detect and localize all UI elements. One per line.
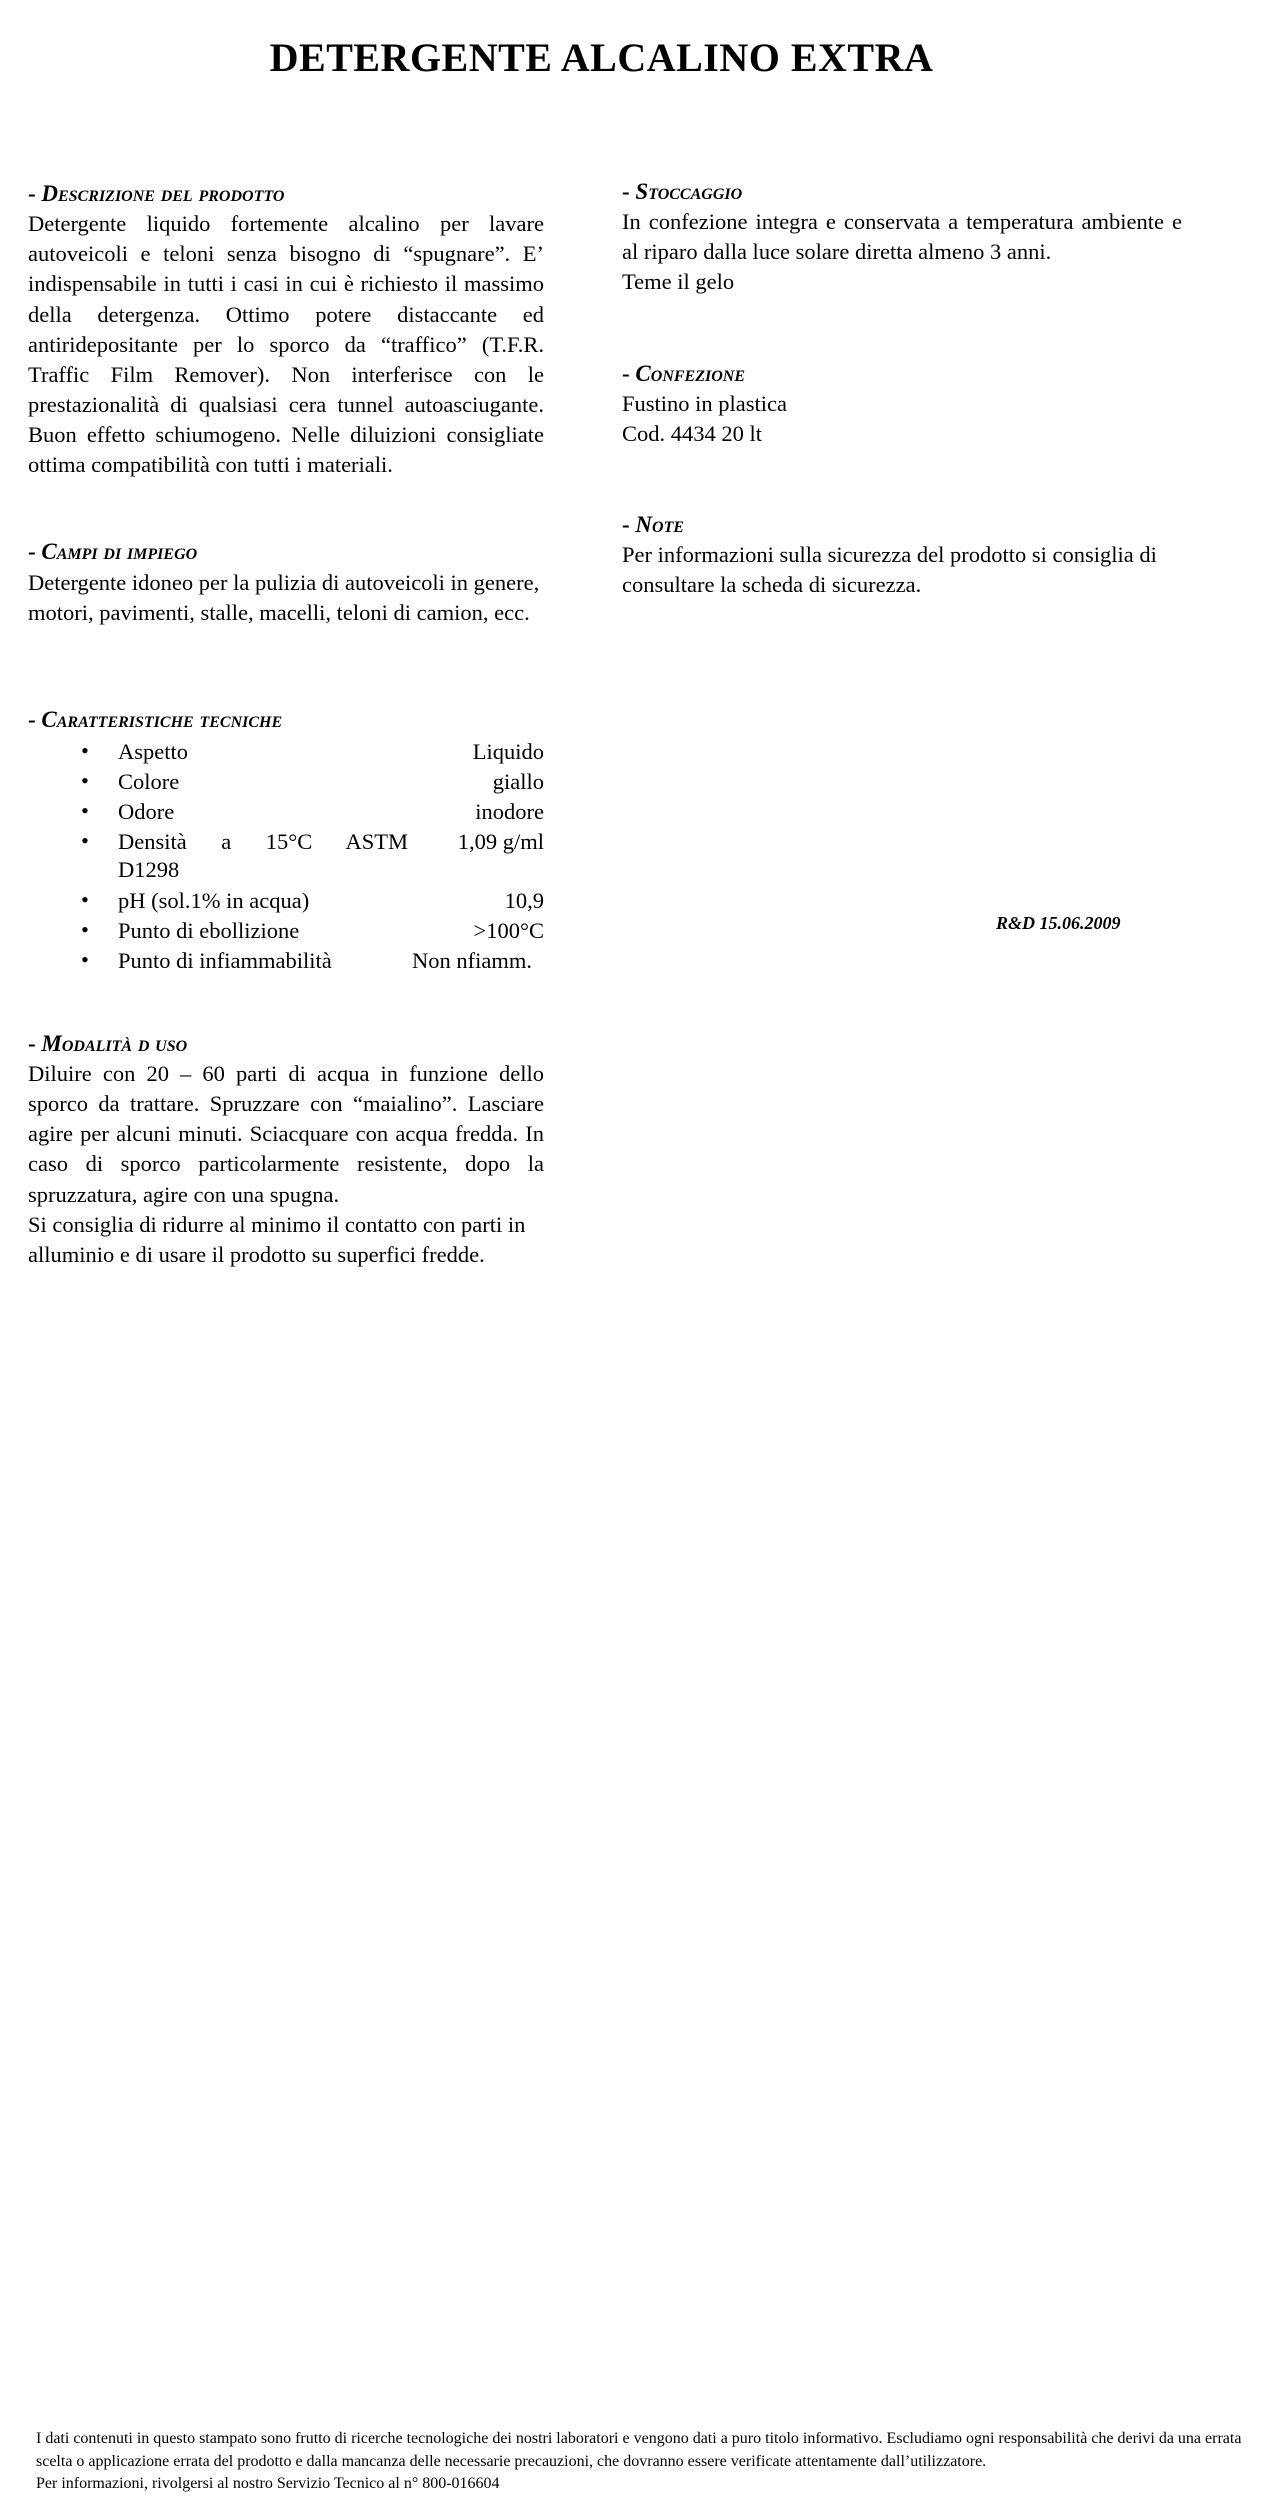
spacer-after-stoccaggio: [622, 298, 1182, 360]
section-heading-stoccaggio: [622, 178, 1182, 205]
spec-value: Non nfiamm.: [412, 947, 532, 973]
spacer-after-descrizione: [28, 480, 544, 538]
page-title: DETERGENTE ALCALINO EXTRA: [269, 35, 934, 80]
campi-impiego-body: Detergente idoneo per la pulizia di autoveicoli in genere, motori, pavimenti, stalle, macelli, teloni di camion, ecc.: [28, 569, 540, 625]
section-confezione: [622, 360, 1182, 449]
bullet-icon: •: [81, 828, 89, 854]
bullet-icon: •: [81, 946, 89, 972]
bullet-icon: •: [81, 798, 89, 824]
revision-stamp: R&D 15.06.2009: [996, 913, 1121, 933]
spec-row: [28, 827, 544, 885]
section-note: [622, 511, 1182, 600]
heading-dash: -: [28, 1030, 42, 1056]
spec-row: [28, 946, 544, 976]
spec-value: inodore: [475, 799, 544, 825]
spec-label-main: Densità a 15°C ASTM: [118, 829, 408, 855]
spec-label: Aspetto: [118, 738, 188, 764]
section-heading-note: [622, 511, 1182, 538]
bullet-icon: •: [81, 916, 89, 942]
heading-text: Confezione: [635, 360, 745, 386]
footer-line-2: scelta o applicazione errata del prodotto e dalla mancanza delle necessarie precauzioni, che dovranno essere verificate attentamente dall’utilizzatore.: [36, 2452, 987, 2470]
bullet-icon: •: [81, 768, 89, 794]
spec-label: Odore: [118, 799, 175, 825]
heading-text: Caratteristiche tecniche: [41, 706, 283, 732]
modalita-uso-paragraph-2: Si consiglia di ridurre al minimo il contatto con parti in alluminio e di usare il prodotto su superfici fredde.: [28, 1211, 526, 1267]
heading-dash: -: [622, 511, 636, 537]
spec-value: Liquido: [472, 738, 544, 764]
spec-label: [118, 828, 408, 884]
spec-row: [28, 886, 544, 916]
footer-disclaimer: [36, 2428, 1276, 2496]
spec-label: Punto di ebollizione: [118, 917, 300, 943]
footer-line-3: Per informazioni, rivolgersi al nostro Servizio Tecnico al n° 800-016604: [36, 2475, 500, 2493]
section-caratteristiche-tecniche: [28, 706, 544, 976]
spacer-after-caratteristiche: [28, 976, 544, 1030]
spec-row: [28, 797, 544, 827]
section-campi-di-impiego: [28, 538, 544, 627]
bullet-icon: •: [81, 737, 89, 763]
spec-value: >100°C: [473, 917, 544, 943]
spec-value: 10,9: [504, 887, 544, 913]
footer-line-1: I dati contenuti in questo stampato sono frutto di ricerche tecnologiche dei nostri laboratori e vengono dati a puro titolo informativo. Escludiamo ogni responsabilità che derivi da una errata: [36, 2430, 1242, 2447]
spec-label: pH (sol.1% in acqua): [118, 887, 310, 913]
heading-dash: -: [622, 360, 636, 386]
spacer-after-campi-impiego: [28, 628, 544, 706]
spec-label-continuation: D1298: [118, 857, 180, 883]
heading-text: Modalità d uso: [41, 1030, 188, 1056]
specs-list: [28, 737, 544, 976]
heading-text: Campi di impiego: [41, 539, 198, 565]
spec-value: 1,09 g/ml: [457, 829, 544, 855]
heading-text: Descrizione del prodotto: [41, 181, 285, 206]
footer-clip-region: [0, 1214, 1242, 2493]
heading-text: Stoccaggio: [635, 179, 743, 204]
spec-row: [28, 767, 544, 797]
heading-dash: -: [28, 181, 42, 206]
spec-row: [28, 737, 544, 767]
heading-dash: -: [622, 179, 636, 204]
section-heading-confezione: [622, 360, 1182, 387]
heading-text: Note: [635, 511, 685, 537]
left-column: [28, 180, 544, 1270]
heading-dash: -: [28, 706, 42, 732]
section-heading-descrizione: [28, 180, 544, 207]
section-heading-campi-impiego: [28, 538, 544, 565]
stoccaggio-paragraph-2: Teme il gelo: [622, 269, 735, 295]
modalita-uso-paragraph-1: Diluire con 20 – 60 parti di acqua in funzione dello sporco da trattare. Spruzzare con “maialino”. Lasciare agire per alcuni minuti. Sciacquare con acqua fredda. In caso di sporco particolarmente resistente, dopo la spruzzatura, agire con una spugna.: [28, 1061, 544, 1207]
spec-label: Punto di infiammabilità: [118, 947, 332, 973]
spec-value: giallo: [492, 769, 544, 795]
section-heading-modalita-uso: [28, 1030, 544, 1057]
bullet-icon: •: [81, 886, 89, 912]
heading-dash: -: [28, 539, 42, 565]
descrizione-body: Detergente liquido fortemente alcalino per lavare autoveicoli e teloni senza bisogno di “spugnare”. E’ indispensabile in tutti i casi in cui è richiesto il massimo della detergenza. Ottimo potere distaccante ed antiridepositante per lo sporco da “traffico” (T.F.R. Traffic Film Remover). Non interferisce con le prestazionalità di qualsiasi cera tunnel autoasciugante. Buon effetto schiumogeno. Nelle diluizioni consigliate ottima compatibilità con tutti i materiali.: [28, 211, 544, 478]
spec-row: [28, 916, 544, 946]
confezione-line-2: Cod. 4434 20 lt: [622, 420, 763, 446]
spec-label: Colore: [118, 769, 180, 795]
section-descrizione-del-prodotto: [28, 180, 544, 480]
stoccaggio-paragraph-1: In confezione integra e conservata a temperatura ambiente e al riparo dalla luce solare diretta almeno 3 anni.: [622, 209, 1182, 265]
spacer-after-confezione: [622, 449, 1182, 511]
section-heading-caratteristiche: [28, 706, 544, 733]
confezione-line-1: Fustino in plastica: [622, 390, 787, 416]
section-stoccaggio: [622, 178, 1182, 298]
note-body: Per informazioni sulla sicurezza del prodotto si consiglia di consultare la scheda di sicurezza.: [622, 542, 1157, 598]
right-column: [622, 178, 1182, 600]
